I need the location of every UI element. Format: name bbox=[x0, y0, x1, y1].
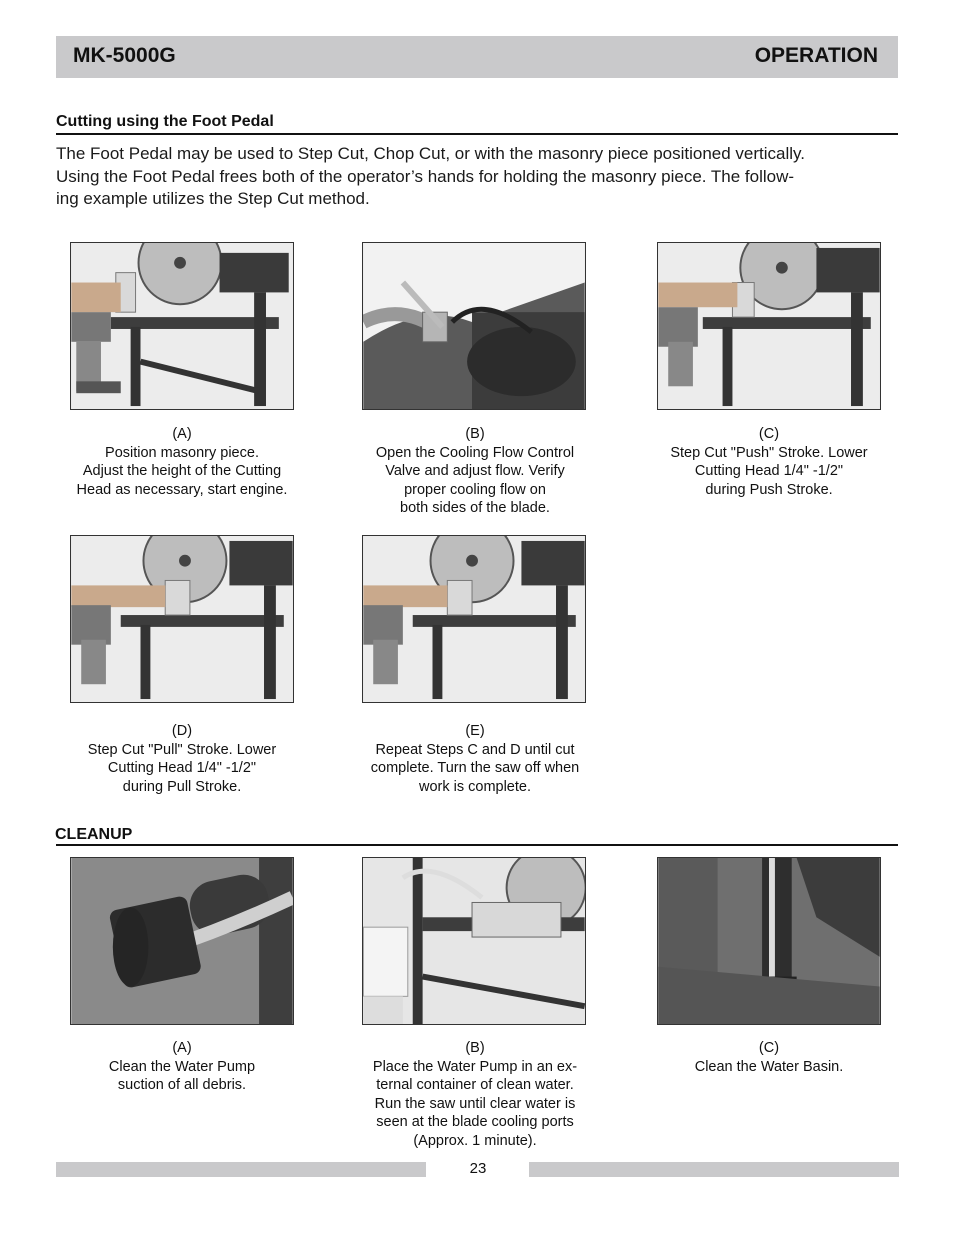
cleanup-heading: CLEANUP bbox=[55, 826, 133, 843]
caption-line: Clean the Water Pump bbox=[108, 1058, 256, 1075]
caption-line: Cutting Head 1/4" -1/2" bbox=[694, 463, 844, 479]
saw-repeat-illustration bbox=[363, 536, 585, 702]
saw-operator-illustration bbox=[71, 243, 293, 409]
foot-pedal-rule bbox=[56, 133, 898, 135]
caption-tag: (A) bbox=[172, 1040, 192, 1056]
caption-tag: (B) bbox=[465, 1040, 485, 1056]
intro-line: ing example utilizes the Step Cut method. bbox=[56, 189, 370, 208]
caption-line: (Approx. 1 minute). bbox=[413, 1132, 537, 1149]
caption-line: complete. Turn the saw off when bbox=[370, 760, 580, 776]
photo-step-c bbox=[657, 242, 881, 410]
model-title: MK-5000G bbox=[73, 44, 176, 67]
caption-line: during Pull Stroke. bbox=[122, 778, 242, 795]
caption-step-d bbox=[62, 722, 302, 796]
page-number: 23 bbox=[469, 1160, 487, 1177]
caption-cleanup-c bbox=[649, 1039, 889, 1076]
caption-step-e bbox=[355, 722, 595, 796]
foot-pedal-heading: Cutting using the Foot Pedal bbox=[56, 113, 274, 130]
water-basin-illustration bbox=[658, 858, 880, 1024]
photo-step-b bbox=[362, 242, 586, 410]
saw-push-illustration bbox=[658, 243, 880, 409]
caption-line: Cutting Head 1/4" -1/2" bbox=[107, 760, 257, 776]
caption-step-b bbox=[355, 425, 595, 518]
caption-line: Repeat Steps C and D until cut bbox=[375, 741, 575, 758]
header-bar bbox=[56, 36, 898, 78]
photo-cleanup-b bbox=[362, 857, 586, 1025]
intro-line: Using the Foot Pedal frees both of the operator’s hands for holding the masonry piece. The follow- bbox=[56, 166, 795, 186]
caption-line: Place the Water Pump in an ex- bbox=[372, 1058, 578, 1075]
caption-tag: (C) bbox=[758, 426, 780, 442]
caption-line: ternal container of clean water. bbox=[376, 1077, 574, 1093]
caption-cleanup-a bbox=[62, 1039, 302, 1095]
caption-line: Clean the Water Basin. bbox=[694, 1058, 844, 1075]
caption-line: Adjust the height of the Cutting bbox=[82, 463, 282, 479]
caption-tag: (D) bbox=[171, 723, 193, 739]
caption-step-c bbox=[649, 425, 889, 499]
caption-tag: (A) bbox=[172, 426, 192, 442]
caption-line: work is complete. bbox=[418, 778, 531, 795]
caption-line: Position masonry piece. bbox=[105, 444, 259, 461]
caption-line: seen at the blade cooling ports bbox=[376, 1114, 574, 1130]
caption-line: Run the saw until clear water is bbox=[374, 1095, 576, 1112]
intro-line: The Foot Pedal may be used to Step Cut, Chop Cut, or with the masonry piece positioned vertically. bbox=[56, 144, 806, 163]
caption-line: Valve and adjust flow. Verify bbox=[385, 463, 565, 479]
caption-line: proper cooling flow on bbox=[404, 481, 546, 498]
footer-bar-left bbox=[56, 1162, 426, 1177]
photo-cleanup-a bbox=[70, 857, 294, 1025]
caption-cleanup-b bbox=[355, 1039, 595, 1150]
caption-tag: (B) bbox=[465, 426, 485, 442]
caption-line: Head as necessary, start engine. bbox=[76, 481, 288, 498]
caption-tag: (E) bbox=[465, 723, 485, 739]
intro-paragraph bbox=[56, 143, 896, 211]
caption-line: Open the Cooling Flow Control bbox=[375, 444, 575, 461]
caption-line: Step Cut "Push" Stroke. Lower bbox=[670, 444, 868, 461]
photo-step-d bbox=[70, 535, 294, 703]
caption-line: suction of all debris. bbox=[117, 1077, 247, 1093]
caption-tag: (C) bbox=[758, 1040, 780, 1056]
photo-cleanup-c bbox=[657, 857, 881, 1025]
water-pump-illustration bbox=[71, 858, 293, 1024]
section-title: OPERATION bbox=[754, 44, 878, 67]
caption-line: both sides of the blade. bbox=[400, 500, 550, 516]
footer-bar-right bbox=[529, 1162, 899, 1177]
photo-step-e bbox=[362, 535, 586, 703]
caption-line: Step Cut "Pull" Stroke. Lower bbox=[87, 741, 277, 758]
saw-pull-illustration bbox=[71, 536, 293, 702]
photo-step-a bbox=[70, 242, 294, 410]
valve-closeup-illustration bbox=[363, 243, 585, 409]
caption-step-a bbox=[62, 425, 302, 499]
pump-bucket-illustration bbox=[363, 858, 585, 1024]
cleanup-rule bbox=[56, 844, 898, 846]
caption-line: during Push Stroke. bbox=[705, 481, 833, 498]
